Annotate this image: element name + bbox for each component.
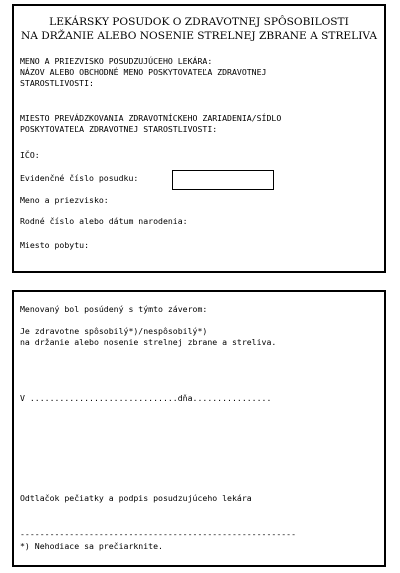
assessment-conclusion-panel	[12, 290, 386, 567]
place-date-line: V ..............................dňa................	[20, 393, 272, 403]
fitness-line-2: na držanie alebo nosenie strelnej zbrane a streliva.	[20, 337, 277, 347]
record-number-field[interactable]	[172, 170, 274, 190]
doctor-name-label: MENO A PRIEZVISKO POSUDZUJÚCEHO LEKÁRA:	[20, 56, 213, 66]
provider-name-label-line-2: STAROSTLIVOSTI:	[20, 78, 94, 88]
location-label-line-1: MIESTO PREVÁDZKOVANIA ZDRAVOTNÍCKEHO ZARIADENIA/SÍDLO	[20, 113, 282, 123]
birth-number-label: Rodné číslo alebo dátum narodenia:	[20, 216, 188, 226]
fitness-line-1: Je zdravotne spôsobilý*)/nespôsobilý*)	[20, 326, 208, 336]
stamp-signature-label: Odtlačok pečiatky a podpis posudzujúceho lekára	[20, 493, 252, 503]
provider-name-label-line-1: NÁZOV ALEBO OBCHODNÉ MENO POSKYTOVATEĽA ZDRAVOTNEJ	[20, 67, 267, 77]
form-title-line-1: LEKÁRSKY POSUDOK O ZDRAVOTNEJ SPÔSOBILOSTI	[49, 16, 349, 28]
conclusion-intro: Menovaný bol posúdený s týmto záverom:	[20, 304, 208, 314]
footnote: *) Nehodiace sa prečiarknite.	[20, 541, 163, 551]
record-number-label: Evidenčné číslo posudku:	[20, 173, 139, 183]
form-title-line-2: NA DRŽANIE ALEBO NOSENIE STRELNEJ ZBRANE A STRELIVA	[21, 30, 377, 42]
ico-label: IČO:	[20, 150, 40, 160]
location-label-line-2: POSKYTOVATEĽA ZDRAVOTNEJ STAROSTLIVOSTI:	[20, 124, 218, 134]
residence-label: Miesto pobytu:	[20, 240, 90, 250]
person-name-label: Meno a priezvisko:	[20, 195, 109, 205]
footnote-separator: --------------------------------------------------------	[20, 529, 297, 539]
assessment-header-panel	[12, 4, 386, 273]
